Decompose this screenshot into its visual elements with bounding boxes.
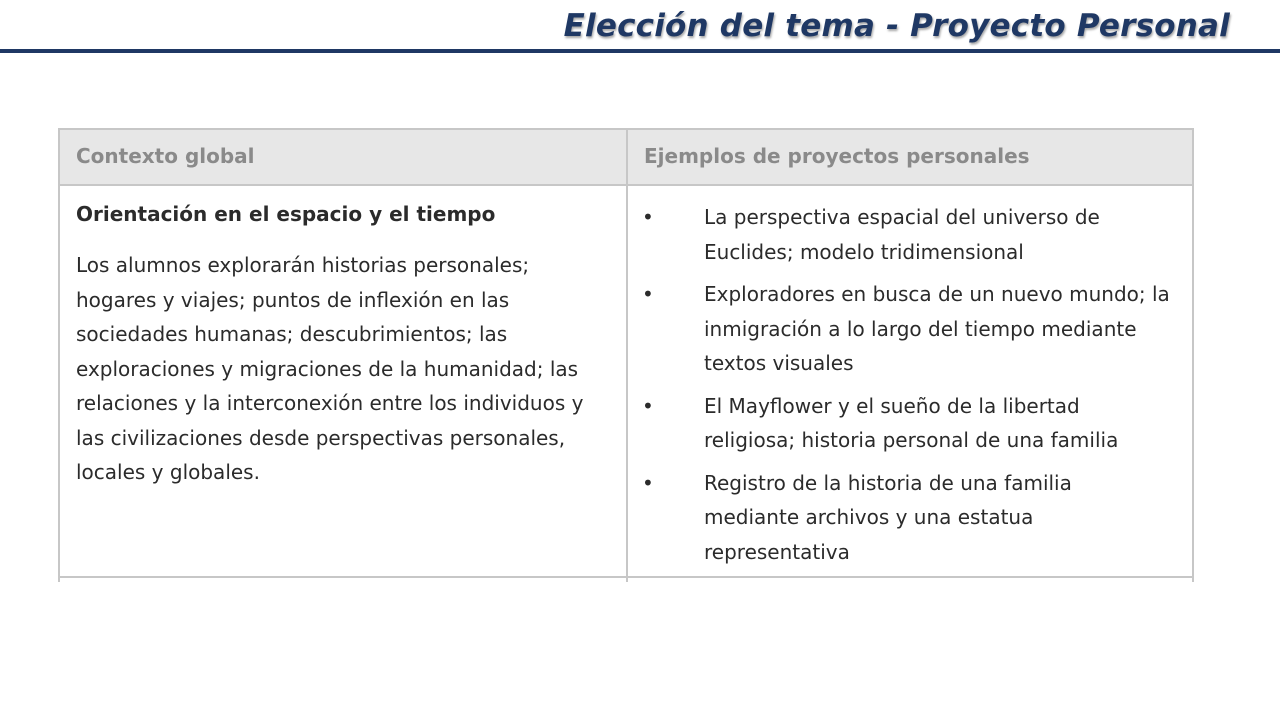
column-divider: [626, 130, 628, 582]
list-item: [642, 277, 1172, 381]
example-text: Exploradores en busca de un nuevo mundo; la inmigración a lo largo del tiempo mediante textos visuales: [704, 282, 1170, 375]
table-bottom-rule: [60, 576, 1192, 578]
list-item: [642, 200, 1172, 269]
slide-title: Elección del tema - Proyecto Personal: [563, 8, 1230, 44]
example-text: El Mayflower y el sueño de la libertad religiosa; historia personal de una familia: [704, 393, 1119, 452]
example-text: Registro de la historia de una familia mediante archivos y una estatua representativa: [704, 470, 1072, 564]
bullet-icon: •: [642, 470, 654, 495]
context-heading: Orientación en el espacio y el tiempo: [76, 202, 496, 226]
context-cell: [76, 202, 611, 490]
context-description: Los alumnos explorarán historias personales; hogares y viajes; puntos de inflexión en las sociedades humanas; descubrimientos; las exploraciones y migraciones de la humanidad; las relaciones y la interconexión entre los individuos y las civilizaciones desde perspectivas personales, locales y globales.: [76, 253, 584, 484]
title-underline: [0, 49, 1280, 53]
list-item: [642, 389, 1172, 458]
list-item: [642, 466, 1172, 570]
bullet-icon: •: [642, 393, 654, 418]
header-ejemplos-proyectos: Ejemplos de proyectos personales: [644, 144, 1030, 168]
bullet-icon: •: [642, 205, 654, 229]
bullet-icon: •: [642, 282, 654, 306]
examples-list: [642, 200, 1172, 577]
context-table: [58, 128, 1194, 582]
example-text: La perspectiva espacial del universo de Euclides; modelo tridimensional: [704, 205, 1100, 264]
header-contexto-global: Contexto global: [76, 144, 255, 168]
